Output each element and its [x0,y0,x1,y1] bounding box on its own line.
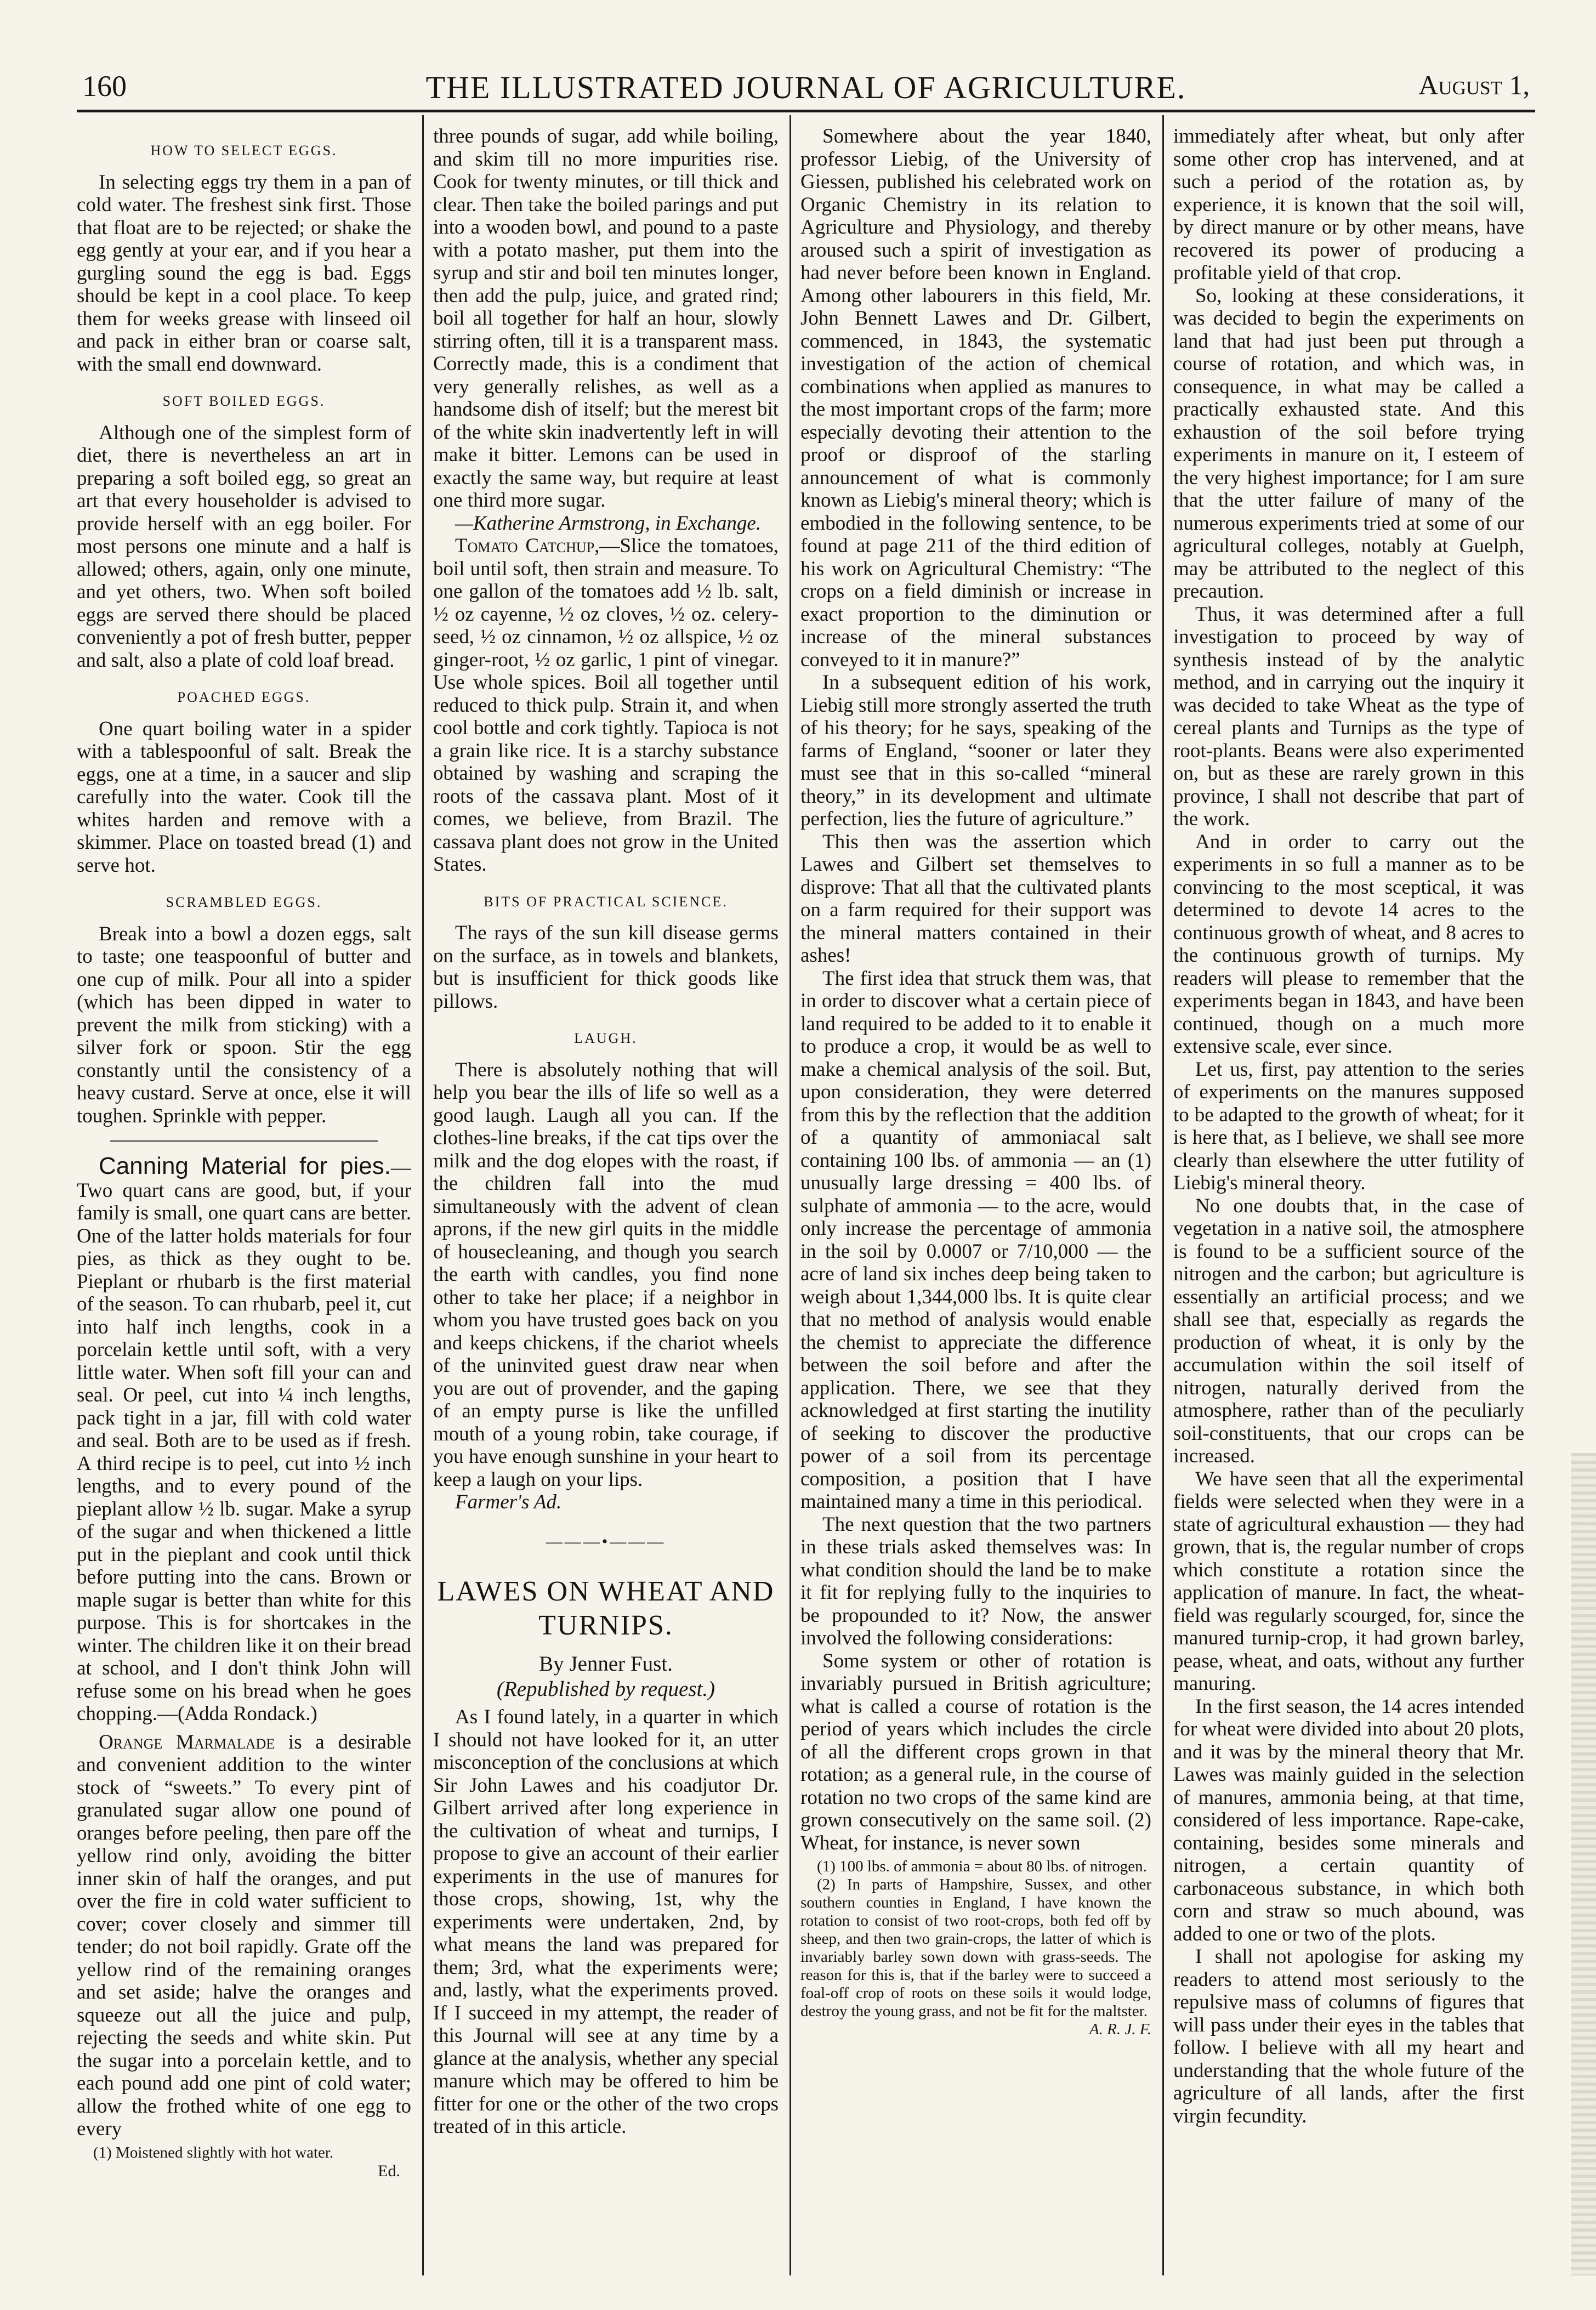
signature: Farmer's Ad. [455,1491,562,1513]
column-4 [1173,125,1524,2296]
section-heading-scrambled: SCRAMBLED EGGS. [166,894,322,910]
paragraph-canning [77,1155,411,1726]
paragraph: The rays of the sun kill disease germs on the surface, as in towels and blankets, but is insufficient for thick goods like pillows. [433,922,779,1013]
paragraph: Thus, it was determined after a full investigation to proceed by way of synthesis instead of by the analytic method, and in carrying out the inquiry it was decided to take Wheat as the type of cereal plants and Turnips as the type of root-plants. Beans were also experimented on, but as these are rarely grown in this province, I shall not describe that part of the work. [1173,603,1524,830]
paragraph: Let us, first, pay attention to the series of experiments on the manures supposed to be adapted to the growth of wheat; for it is here that, as I believe, we shall see more clearly than elsewhere the utter futility of Liebig's mineral theory. [1173,1058,1524,1194]
section-heading-poached: POACHED EGGS. [177,689,311,705]
issue-date: August 1, [1418,70,1530,100]
column-2 [433,125,779,2296]
page-header [77,65,1535,109]
paragraph: One quart boiling water in a spider with a tablespoonful of salt. Break the eggs, one at a time, in a saucer and slip carefully into the water. Cook till the whites harden and remove with a skimmer. Place on toasted bread (1) and serve hot. [77,717,411,877]
footnotes [800,1858,1151,2039]
paragraph: Although one of the simplest form of diet, there is nevertheless an art in preparing a soft boiled egg, so great an art that every householder is advised to provide herself with an egg boiler. For most persons one minute and a half is allowed; others, again, only one minute, and yet others, two. When soft boiled eggs are served there should be placed conveniently a pot of fresh butter, pepper and salt, also a plate of cold loaf bread. [77,421,411,672]
paragraph: As I found lately, in a quarter in which I should not have looked for it, an utter misconception of the conclusions at which Sir John Lawes and his coadjutor Dr. Gilbert arrived after long experience in the cultivation of wheat and turnips, I propose to give an account of their earlier experiments in the use of manures for those crops, showing, 1st, why the experiments were undertaken, 2nd, by what means the land was prepared for them; 3rd, what the experiments were; and, lastly, what the experiments proved. If I succeed in my attempt, the reader of this Journal will see at any time by a glance at the analysis, whether any special manure which may be offered to him be fitter for one or the other of the two crops treated of in this article. [433,1706,779,2138]
footnote-sig: Ed. [378,2161,400,2180]
column-divider [1162,115,1164,2275]
marmalade-text: is a desirable and convenient addition to the winter stock of “sweets.” To every pint of granulated sugar allow one pound of oranges before peeling, then pare off the yellow rind only, avoiding the bitter inner skin of half the oranges, and put over the fire in cold water sufficient to cover; cover closely and simmer till tender; do not boil rapidly. Grate off the yellow rind of the remaining oranges and set aside; halve the oranges and squeeze out all the juice and pulp, rejecting the seeds and white skin. Put the sugar into a porcelain kettle, and to each pound add one pint of cold water; allow the frothed white of one egg to every [77,1730,411,2140]
footnote-sig: A. R. J. F. [1089,2020,1151,2038]
header-rule [77,110,1535,112]
paragraph: And in order to carry out the experiments in so full a manner as to be convincing to the most sceptical, it was determined to devote 14 acres to the continuous growth of wheat, and 8 acres to the continuous growth of turnips. My readers will please to remember that the experiments began in 1843, and have been continued, though on a much more extensive scale, ever since. [1173,830,1524,1058]
paragraph: In a subsequent edition of his work, Liebig still more strongly asserted the truth of his theory; for he says, speaking of the farms of England, “sooner or later they must see that in this so-called “mineral theory,” in its development and ultimate perfection, lies the future of agriculture.” [800,671,1151,830]
section-heading-science: BITS OF PRACTICAL SCIENCE. [484,893,728,910]
paragraph: Break into a bowl a dozen eggs, salt to taste; one teaspoonful of butter and one cup of milk. Pour all into a spider (which has been dipped in water to prevent the milk from sticking) with a silver fork or spoon. Stir the egg constantly until the consistency of a heavy custard. Serve at once, else it will toughen. Sprinkle with pepper. [77,922,411,1127]
section-heading-select-eggs: HOW TO SELECT EGGS. [150,143,338,158]
ornament-divider: ———•——— [546,1532,666,1551]
paragraph: three pounds of sugar, add while boiling, and skim till no more impurities rise. Cook for twenty minutes, or till thick and clear. Then take the boiled parings and put into a wooden bowl, and pound to a paste with a potato masher, put them into the syrup and stir and boil ten minutes longer, then add the pulp, juice, and grated rind; boil all together for half an hour, slowly stirring often, till it is a transparent mass. Correctly made, this is a condiment that very generally relishes, as well as a handsome dish of itself; but the merest bit of the white skin inadvertently left in will make it bitter. Lemons can be used in exactly the same way, but require at least one third more sugar. [433,125,779,512]
section-heading-laugh: LAUGH. [574,1030,638,1046]
marmalade-lead: Orange Marmalade [99,1730,275,1753]
canning-lead: Canning Material for pies. [99,1153,391,1179]
paragraph: immediately after wheat, but only after some other crop has intervened, and at such a period of the rotation as, by experience, it is known that the soil will, by direct manure or by other means, have recovered its power of producing a profitable yield of that crop. [1173,125,1524,284]
column-3 [800,125,1151,2296]
journal-title: THE ILLUSTRATED JOURNAL OF AGRICULTURE. [425,70,1186,105]
column-divider [422,115,424,2275]
paragraph: No one doubts that, in the case of vegetation in a native soil, the atmosphere is found to be a sufficient source of the nitrogen and the carbon; but agriculture is essentially an artificial process; and we shall see that, especially as regards the production of wheat, it is only by the accumulation within the soil itself of nitrogen, naturally derived from the atmosphere, rather than of the peculiarly soil-constituents, that our crops can be increased. [1173,1194,1524,1467]
paragraph: The next question that the two partners in these trials asked themselves was: In what condition should the land be to make it fit for replying fully to the inquiries to be propounded to it? Now, the answer involved the following considerations: [800,1513,1151,1649]
column-divider [790,115,791,2275]
paragraph: We have seen that all the experimental fields were selected when they were in a state of agricultural exhaustion — they had grown, that is, the regular number of crops which constitute a rotation since the application of manure. In fact, the wheat-field was regularly scourged, for, since the manured turnip-crop, it had grown barley, pease, wheat, and oats, without any further manuring. [1173,1467,1524,1695]
footnote-1: (1) 100 lbs. of ammonia = about 80 lbs. of nitrogen. [817,1858,1147,1875]
canning-text: — Two quart cans are good, but, if your family is small, one quart cans are better. One of the latter holds materials for four pies, as thick as they ought to be. Pieplant or rhubarb is the first material of the season. To can rhubarb, peel it, cut into half inch lengths, cook in a porcelain kettle until soft, with a very little water. When soft fill your can and seal. Or peel, cut into ¼ inch lengths, pack tight in a jar, fill with cold water and seal. Both are to be used as if fresh. A third recipe is to peel, cut into ½ inch lengths, and to every pound of the pieplant allow ½ lb. sugar. Make a syrup of the sugar and when thickened a little put in the pieplant and cook until thick before putting into the cans. Brown or maple sugar is better than white for this purpose. This is for shortcakes in the winter. The children like it on their bread at school, and I don't think John will refuse some on his bread when he goes chopping.—(Adda Rondack.) [77,1156,411,1725]
paragraph: In selecting eggs try them in a pan of cold water. The freshest sink first. Those that float are to be rejected; or shake the egg gently at your ear, and if you hear a gurgling sound the egg is bad. Eggs should be kept in a cool place. To keep them for weeks grease with linseed oil and pack in either bran or coarse salt, with the small end downward. [77,171,411,376]
article-title: LAWES ON WHEAT AND TURNIPS. [437,1576,775,1641]
paragraph: Some system or other of rotation is invariably pursued in British agriculture; what is called a course of rotation is the period of years which includes the circle of all the different crops grown in that rotation; as a general rule, in the course of rotation no two crops of the same kind are grown consecutively on the same soil. (2) Wheat, for instance, is never sown [800,1649,1151,1854]
paragraph: The first idea that struck them was, that in order to discover what a certain piece of land required to be added to it to enable it to produce a crop, it would be as well to make a chemical analysis of the soil. But, upon consideration, they were deterred from this by the reflection that the addition of a quantity of ammoniacal salt containing 100 lbs. of ammonia — an (1) unusually large dressing = 400 lbs. of sulphate of ammonia — to the acre, would only increase the percentage of ammonia in the soil by 0.0007 or 7/10,000 — the acre of land six inches deep being taken to weigh about 1,344,000 lbs. It is quite clear that no method of analysis would enable the chemist to appreciate the difference between the soil before and after the application. There, we see that they acknowledged at first starting the inutility of seeking to discover the productive power of a soil from its percentage composition, a position that I have maintained many a time in this periodical. [800,967,1151,1513]
footnote-text: (1) Moistened slightly with hot water. [93,2143,334,2161]
footnote-2: (2) In parts of Hampshire, Sussex, and other southern counties in England, I have known the rotation to consist of two root-crops, both fed off by sheep, and then two grain-crops, the latter of which is invariably barley sown down with grass-seeds. The reason for this is, that if the barley were to succeed a foal-off crop of roots on these soils it would lodge, destroy the young grass, and not be fit for the maltster. [800,1876,1151,2020]
republish-note: (Republished by request.) [496,1677,715,1701]
catchup-text: —Slice the tomatoes, boil until soft, then strain and measure. To one gallon of the tomatoes add ½ lb. salt, ½ oz cayenne, ½ oz cloves, ½ oz. celery-seed, ½ oz cinnamon, ½ oz allspice, ½ oz ginger-root, ½ oz garlic, 1 pint of vinegar. Use whole spices. Boil all together until reduced to thick pulp. Strain it, and when cool bottle and cork tightly. Tapioca is not a grain like rice. It is a starchy substance obtained by washing and scraping the roots of the cassava plant. Most of it comes, we believe, from Brazil. The cassava plant does not grow in the United States. [433,535,779,876]
separator [110,1140,378,1142]
paragraph: There is absolutely nothing that will help you bear the ills of life so well as a good laugh. Laugh all you can. If the clothes-line breaks, if the cat tips over the milk and the dog elopes with the roast, if the children fall into the mud simultaneously with the advent of clean aprons, if the new girl quits in the middle of housecleaning, and though you search the earth with candles, you find none other to take her place; if a neighbor in whom you have trusted goes back on you and keeps chickens, if the chariot wheels of the uninvited guest draw near when you are out of provender, and the gaping of an empty purse is like the unfilled mouth of a young robin, take courage, if you have enough sunshine in your heart to keep a laugh on your lips. [433,1058,779,1491]
column-1 [77,125,411,2296]
page-edge-texture [1571,1453,1596,2275]
page-number: 160 [82,70,127,103]
paragraph-marmalade [77,1731,411,2141]
paragraph: This then was the assertion which Lawes and Gilbert set themselves to disprove: That all that the cultivated plants on a farm required for their support was the mineral matters contained in their ashes! [800,830,1151,967]
catchup-lead: Tomato Catchup, [455,535,600,557]
paragraph: In the first season, the 14 acres intended for wheat were divided into about 20 plots, and it was by the mineral theory that Mr. Lawes was mainly guided in the selection of manures, ammonia being, at that time, considered of less importance. Rape-cake, containing, besides some minerals and nitrogen, a certain quantity of carbonaceous substance, in which both corn and straw so much abound, was added to one or two of the plots. [1173,1695,1524,1945]
byline: By Jenner Fust. [539,1652,673,1676]
signature: —Katherine Armstrong, in Exchange. [455,512,762,535]
paragraph: I shall not apologise for asking my readers to attend most seriously to the repulsive mass of columns of figures that will pass under their eyes in the tables that follow. I believe with all my heart and understanding that the whole future of the agriculture of all lands, after the first virgin fecundity. [1173,1945,1524,2127]
footnote [77,2144,411,2180]
paragraph: So, looking at these considerations, it was decided to begin the experiments on land that had just been put through a course of rotation, and which was, in consequence, in what may be called a practically exhausted state. And this exhaustion of the soil before trying experiments in manure on it, I esteem of the very highest importance; for I am sure that the utter failure of many of the numerous experiments tried at some of our agricultural colleges, notably at Guelph, may be attributed to the neglect of this precaution. [1173,284,1524,603]
paragraph: Somewhere about the year 1840, professor Liebig, of the University of Giessen, published his celebrated work on Organic Chemistry in its relation to Agriculture and Physiology, and thereby aroused such a spirit of investigation as had never before been known in England. Among other labourers in this field, Mr. John Bennett Lawes and Dr. Gilbert, commenced, in 1843, the systematic investigation of the action of chemical combinations when applied as manures to the most important crops of the farm; more especially devoting their attention to the proof or disproof of the starling announcement of what is commonly known as Liebig's mineral theory; which is embodied in the following sentence, to be found at page 211 of the third edition of his work on Agricultural Chemistry: “The crops on a field diminish or increase in exact proportion to the diminution or increase of the mineral substances conveyed to it in manure?” [800,125,1151,671]
section-heading-soft-boiled: SOFT BOILED EGGS. [162,393,326,409]
paragraph-catchup [433,535,779,876]
